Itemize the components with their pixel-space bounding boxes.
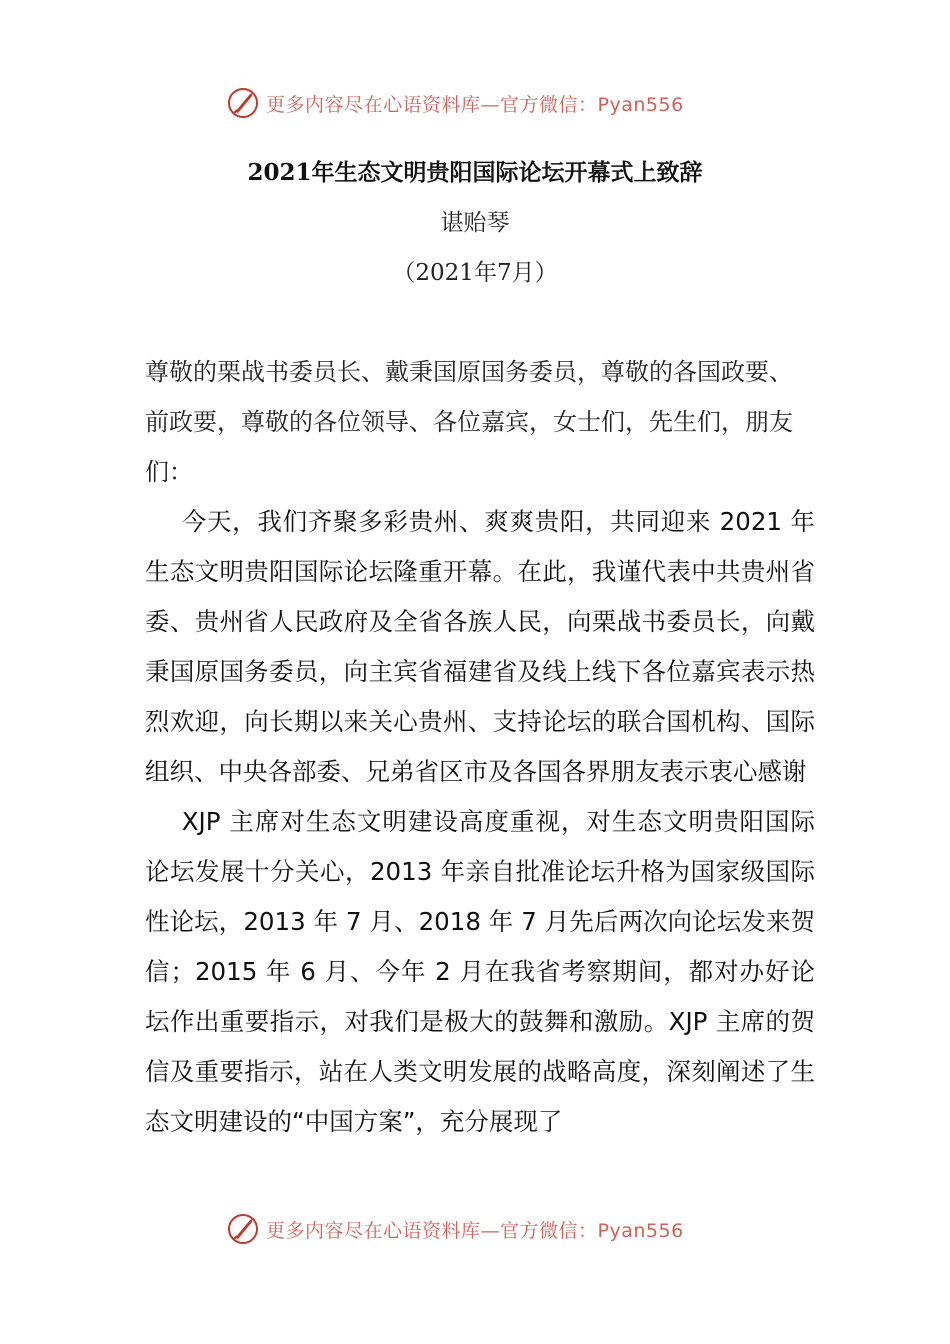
feather-pen-logo-icon [226,1212,260,1246]
paragraph-2: XJP 主席对生态文明建设高度重视，对生态文明贵阳国际论坛发展十分关心，2013 年亲自批准论坛升格为国家级国际性论坛，2013 年 7 月、2018 年 7 月先后两次向论坛发来贺信；2015 年 6 月、今年 2 月在我省考察期间，都对办好论坛作出重要指示，对我们是极大的鼓舞和激励。XJP 主席的贺信及重要指示，站在人类文明发展的战略高度，深刻阐述了生态文明建设的“中国方案”，充分展现了 [145,807,815,1136]
footer-watermark-banner [226,1209,684,1249]
paragraph-1: 今天，我们齐聚多彩贵州、爽爽贵阳，共同迎来 2021 年生态文明贵阳国际论坛隆重开幕。在此，我谨代表中共贵州省委、贵州省人民政府及全省各族人民，向栗战书委员长，向戴秉国原国务委员，向主宾省福建省及线上线下各位嘉宾表示热烈欢迎，向长期以来关心贵州、支持论坛的联合国机构、国际组织、中央各部委、兄弟省区市及各国各界朋友表示衷心感谢 [145,507,815,786]
header-watermark-banner [226,83,684,123]
wechat-id: Pyan556 [597,93,684,116]
wechat-id: Pyan556 [597,1219,684,1242]
feather-pen-logo-icon [226,86,260,120]
watermark-text: 更多内容尽在心语资料库—官方微信：Pyan556 [266,93,684,116]
salutation: 尊敬的栗战书委员长、戴秉国原国务委员，尊敬的各国政要、前政要，尊敬的各位领导、各位嘉宾，女士们，先生们，朋友们： [145,358,793,486]
watermark-text: 更多内容尽在心语资料库—官方微信：Pyan556 [266,1219,684,1242]
document-author: 谌贻琴 [440,210,510,236]
document-body [145,347,815,1147]
document-date: （2021年7月） [392,260,558,286]
document-title: 2021年生态文明贵阳国际论坛开幕式上致辞 [247,159,703,186]
